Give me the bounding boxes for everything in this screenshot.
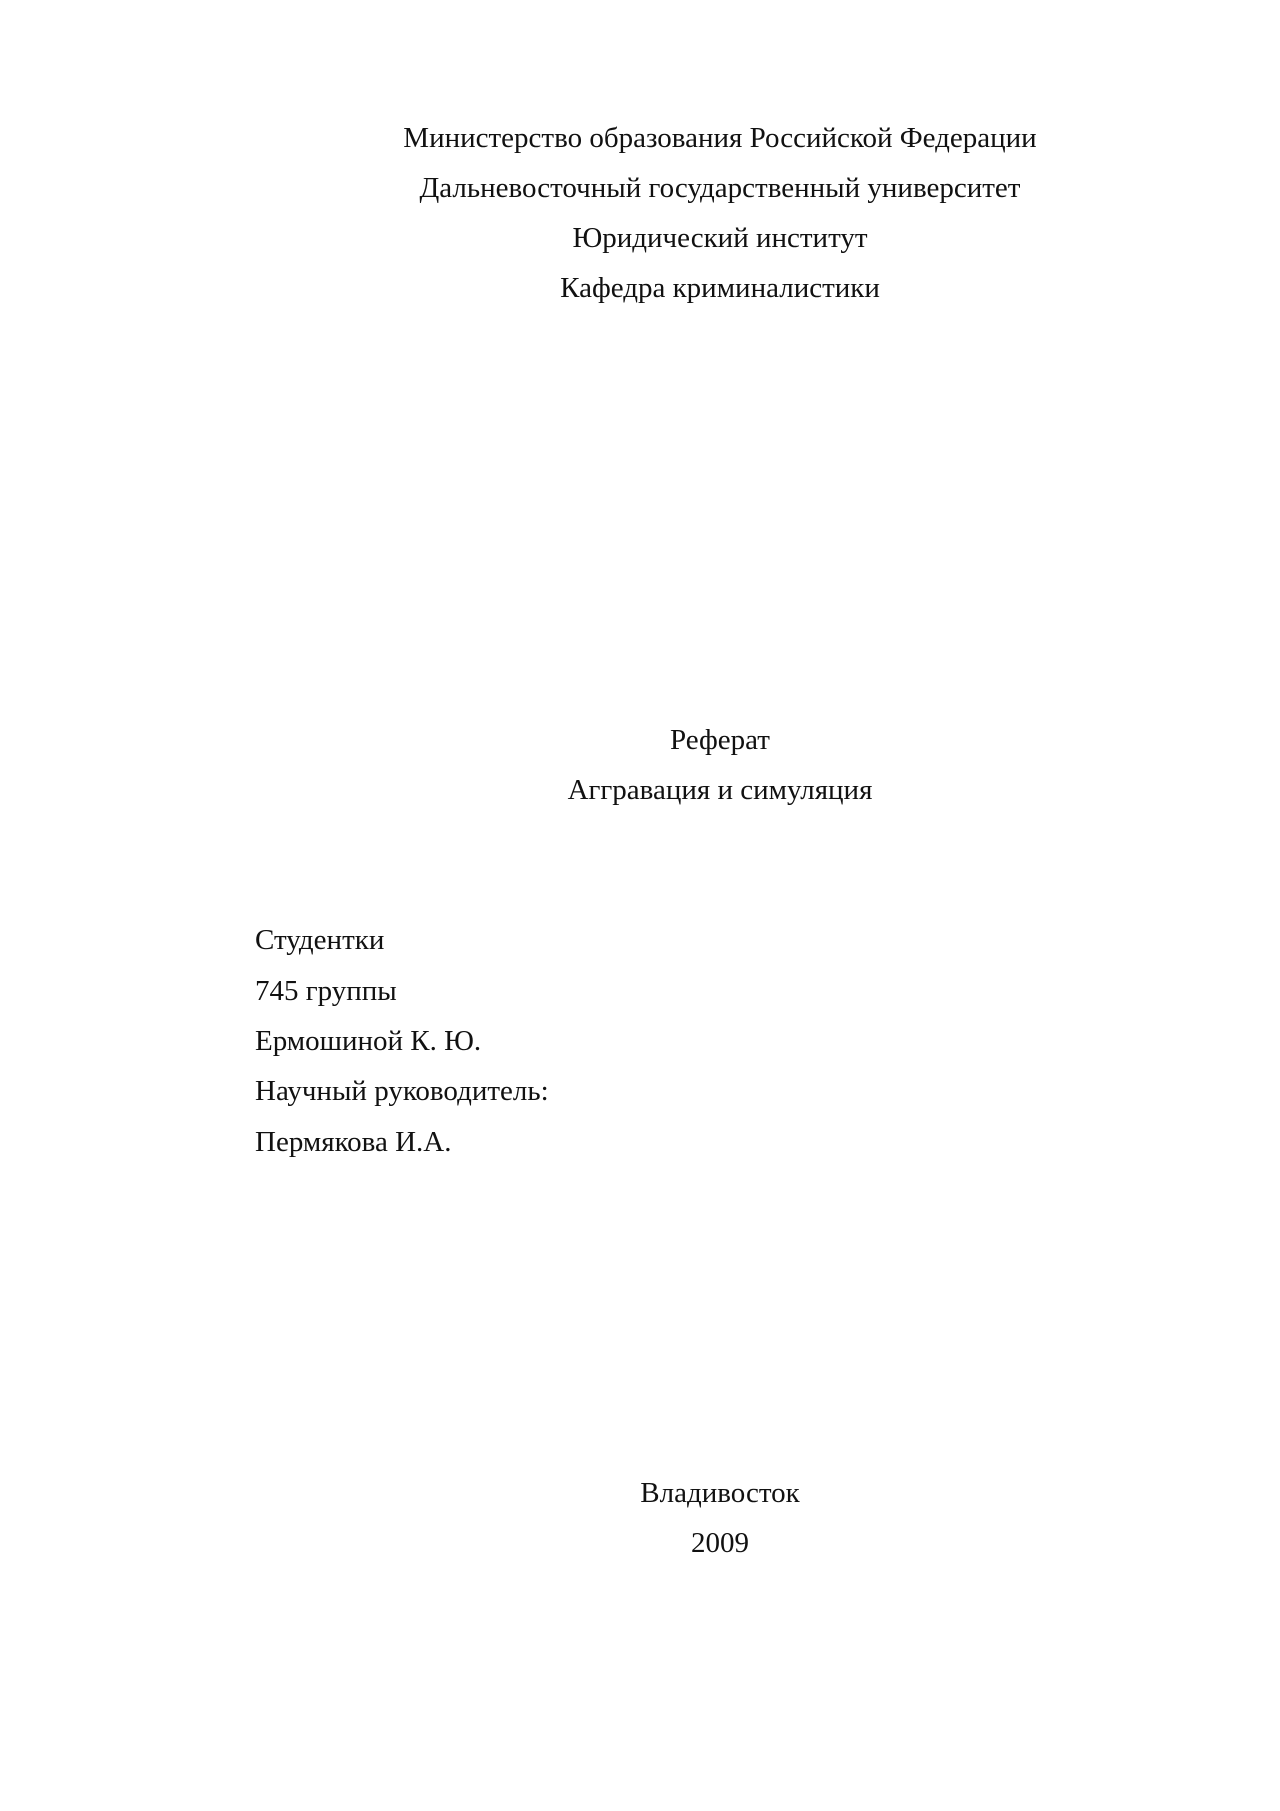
supervisor-label: Научный руководитель:: [255, 1075, 549, 1107]
university-line: Дальневосточный государственный университет: [419, 172, 1021, 204]
essay-topic-title: Аггравация и симуляция: [567, 774, 873, 806]
student-group: 745 группы: [255, 975, 397, 1007]
year-line: 2009: [691, 1527, 749, 1559]
institute-line: Юридический институт: [572, 222, 868, 254]
city-line: Владивосток: [640, 1477, 800, 1509]
document-type-title: Реферат: [670, 724, 770, 756]
student-label: Студентки: [255, 924, 385, 956]
supervisor-name: Пермякова И.А.: [255, 1126, 452, 1158]
student-name: Ермошиной К. Ю.: [255, 1025, 482, 1057]
ministry-line: Министерство образования Российской Федерации: [403, 122, 1037, 154]
department-line: Кафедра криминалистики: [560, 272, 880, 304]
